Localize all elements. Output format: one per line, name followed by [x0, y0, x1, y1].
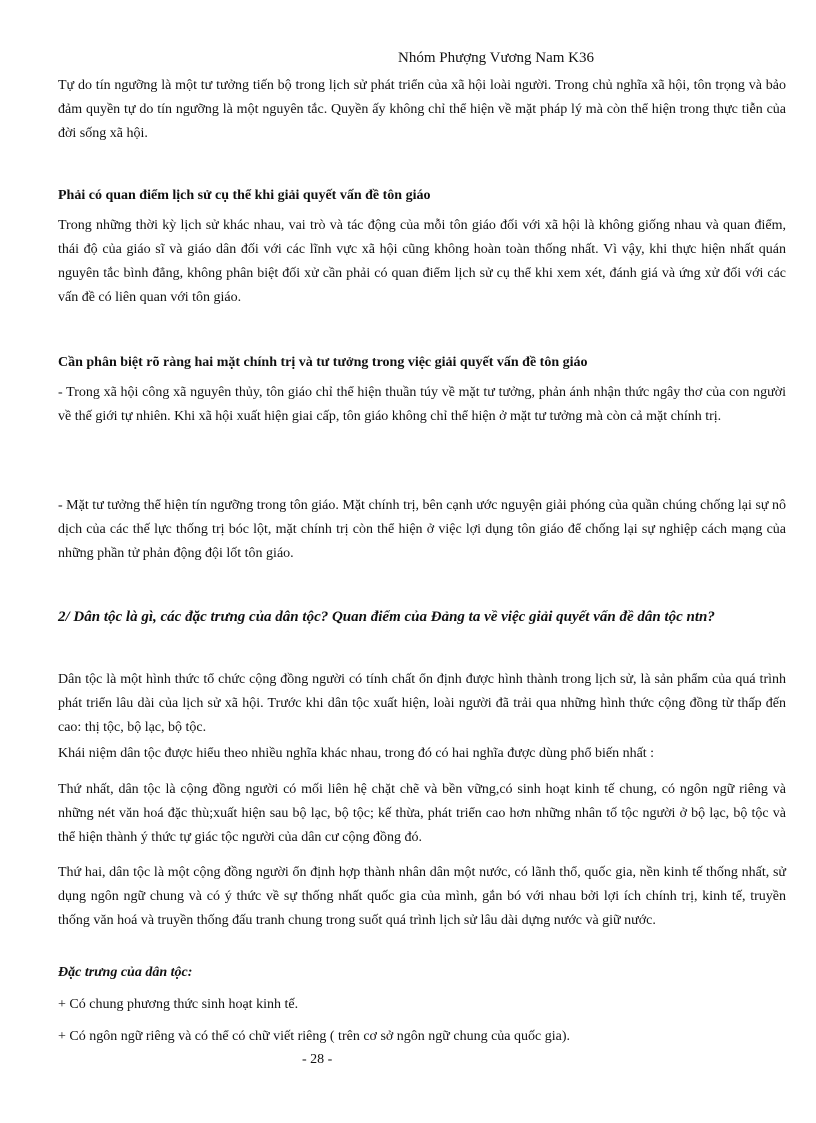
paragraph-historical-viewpoint: Trong những thời kỳ lịch sử khác nhau, vai trò và tác động của mỗi tôn giáo đối với xã hội là không giống nhau và quan điểm, thái độ của giáo sĩ và giáo dân đối với các lĩnh vực xã hội cũng không hoàn toàn thống nhất. Vì vậy, khi thực hiện nhất quán nguyên tắc bình đẳng, không phân biệt đối xử cần phải có quan điểm lịch sử cụ thể khi xem xét, đánh giá và ứng xử đối với các vấn đề có liên quan với tôn giáo.: [58, 218, 786, 305]
paragraph-first-meaning: Thứ nhất, dân tộc là cộng đồng người có mối liên hệ chặt chẽ và bền vững,có sinh hoạt kinh tế chung, có ngôn ngữ riêng và những nét văn hoá đặc thù;xuất hiện sau bộ lạc, bộ tộc; kế thừa, phát triển cao hơn những nhân tố tộc người ở bộ lạc, bộ tộc và thể hiện thành ý thức tự giác tộc người của dân cư cộng đồng đó.: [58, 782, 786, 845]
paragraph-primitive-society: - Trong xã hội công xã nguyên thủy, tôn giáo chỉ thể hiện thuần túy về mặt tư tưởng, phản ánh nhận thức ngây thơ của con người về thế giới tự nhiên. Khi xã hội xuất hiện giai cấp, tôn giáo không chỉ thể hiện ở mặt tư tưởng mà còn cả mặt chính trị.: [58, 385, 786, 424]
heading-political-ideological: Cần phân biệt rõ ràng hai mặt chính trị và tư tưởng trong việc giải quyết vấn đề tôn giáo: [58, 355, 588, 370]
list-item-economic: + Có chung phương thức sinh hoạt kinh tế.: [58, 997, 299, 1012]
paragraph-second-meaning: Thứ hai, dân tộc là một cộng đồng người ổn định hợp thành nhân dân một nước, có lãnh thổ, quốc gia, nền kinh tế thống nhất, sử dụng ngôn ngữ chung và có ý thức về sự thống nhất quốc gia của mình, gắn bó với nhau bởi lợi ích chính trị, kinh tế, truyền thống văn hoá và truyền thống đấu tranh chung trong suốt quá trình lịch sử lâu dài dựng nước và giữ nước.: [58, 865, 786, 928]
paragraph-nation-definition: Dân tộc là một hình thức tổ chức cộng đồng người có tính chất ổn định được hình thành trong lịch sử, là sản phẩm của quá trình phát triển lâu dài của lịch sử xã hội. Trước khi dân tộc xuất hiện, loài người đã trải qua những hình thức cộng đồng từ thấp đến cao: thị tộc, bộ lạc, bộ tộc.: [58, 672, 786, 735]
page-header: Nhóm Phượng Vương Nam K36: [398, 50, 595, 66]
paragraph-ideological-aspect: - Mặt tư tưởng thể hiện tín ngưỡng trong tôn giáo. Mặt chính trị, bên cạnh ước nguyện giải phóng của quần chúng chống lại sự nô dịch của các thế lực thống trị bóc lột, mặt chính trị còn thể hiện ở việc lợi dụng tôn giáo để chống lại sự nghiệp cách mạng của những phần tử phản động đội lốt tôn giáo.: [58, 498, 786, 561]
list-item-language: + Có ngôn ngữ riêng và có thể có chữ viết riêng ( trên cơ sở ngôn ngữ chung của quốc gia).: [58, 1029, 570, 1044]
page-number: - 28 -: [302, 1052, 333, 1067]
heading-historical-viewpoint: Phải có quan điểm lịch sử cụ thể khi giải quyết vấn đề tôn giáo: [58, 188, 431, 203]
subheading-characteristics: Đặc trưng của dân tộc:: [58, 965, 193, 980]
paragraph-freedom-of-religion: Tự do tín ngưỡng là một tư tưởng tiến bộ trong lịch sử phát triển của xã hội loài người. Trong chủ nghĩa xã hội, tôn trọng và bảo đảm quyền tự do tín ngưỡng là một nguyên tắc. Quyền ấy không chỉ thể hiện về mặt pháp lý mà còn thể hiện trong thực tiễn của đời sống xã hội.: [58, 78, 786, 141]
paragraph-two-meanings: Khái niệm dân tộc được hiểu theo nhiều nghĩa khác nhau, trong đó có hai nghĩa được dùng phổ biến nhất :: [58, 746, 655, 761]
section-title-nation: 2/ Dân tộc là gì, các đặc trưng của dân tộc? Quan điểm của Đảng ta về việc giải quyết vấn đề dân tộc ntn?: [58, 609, 715, 625]
